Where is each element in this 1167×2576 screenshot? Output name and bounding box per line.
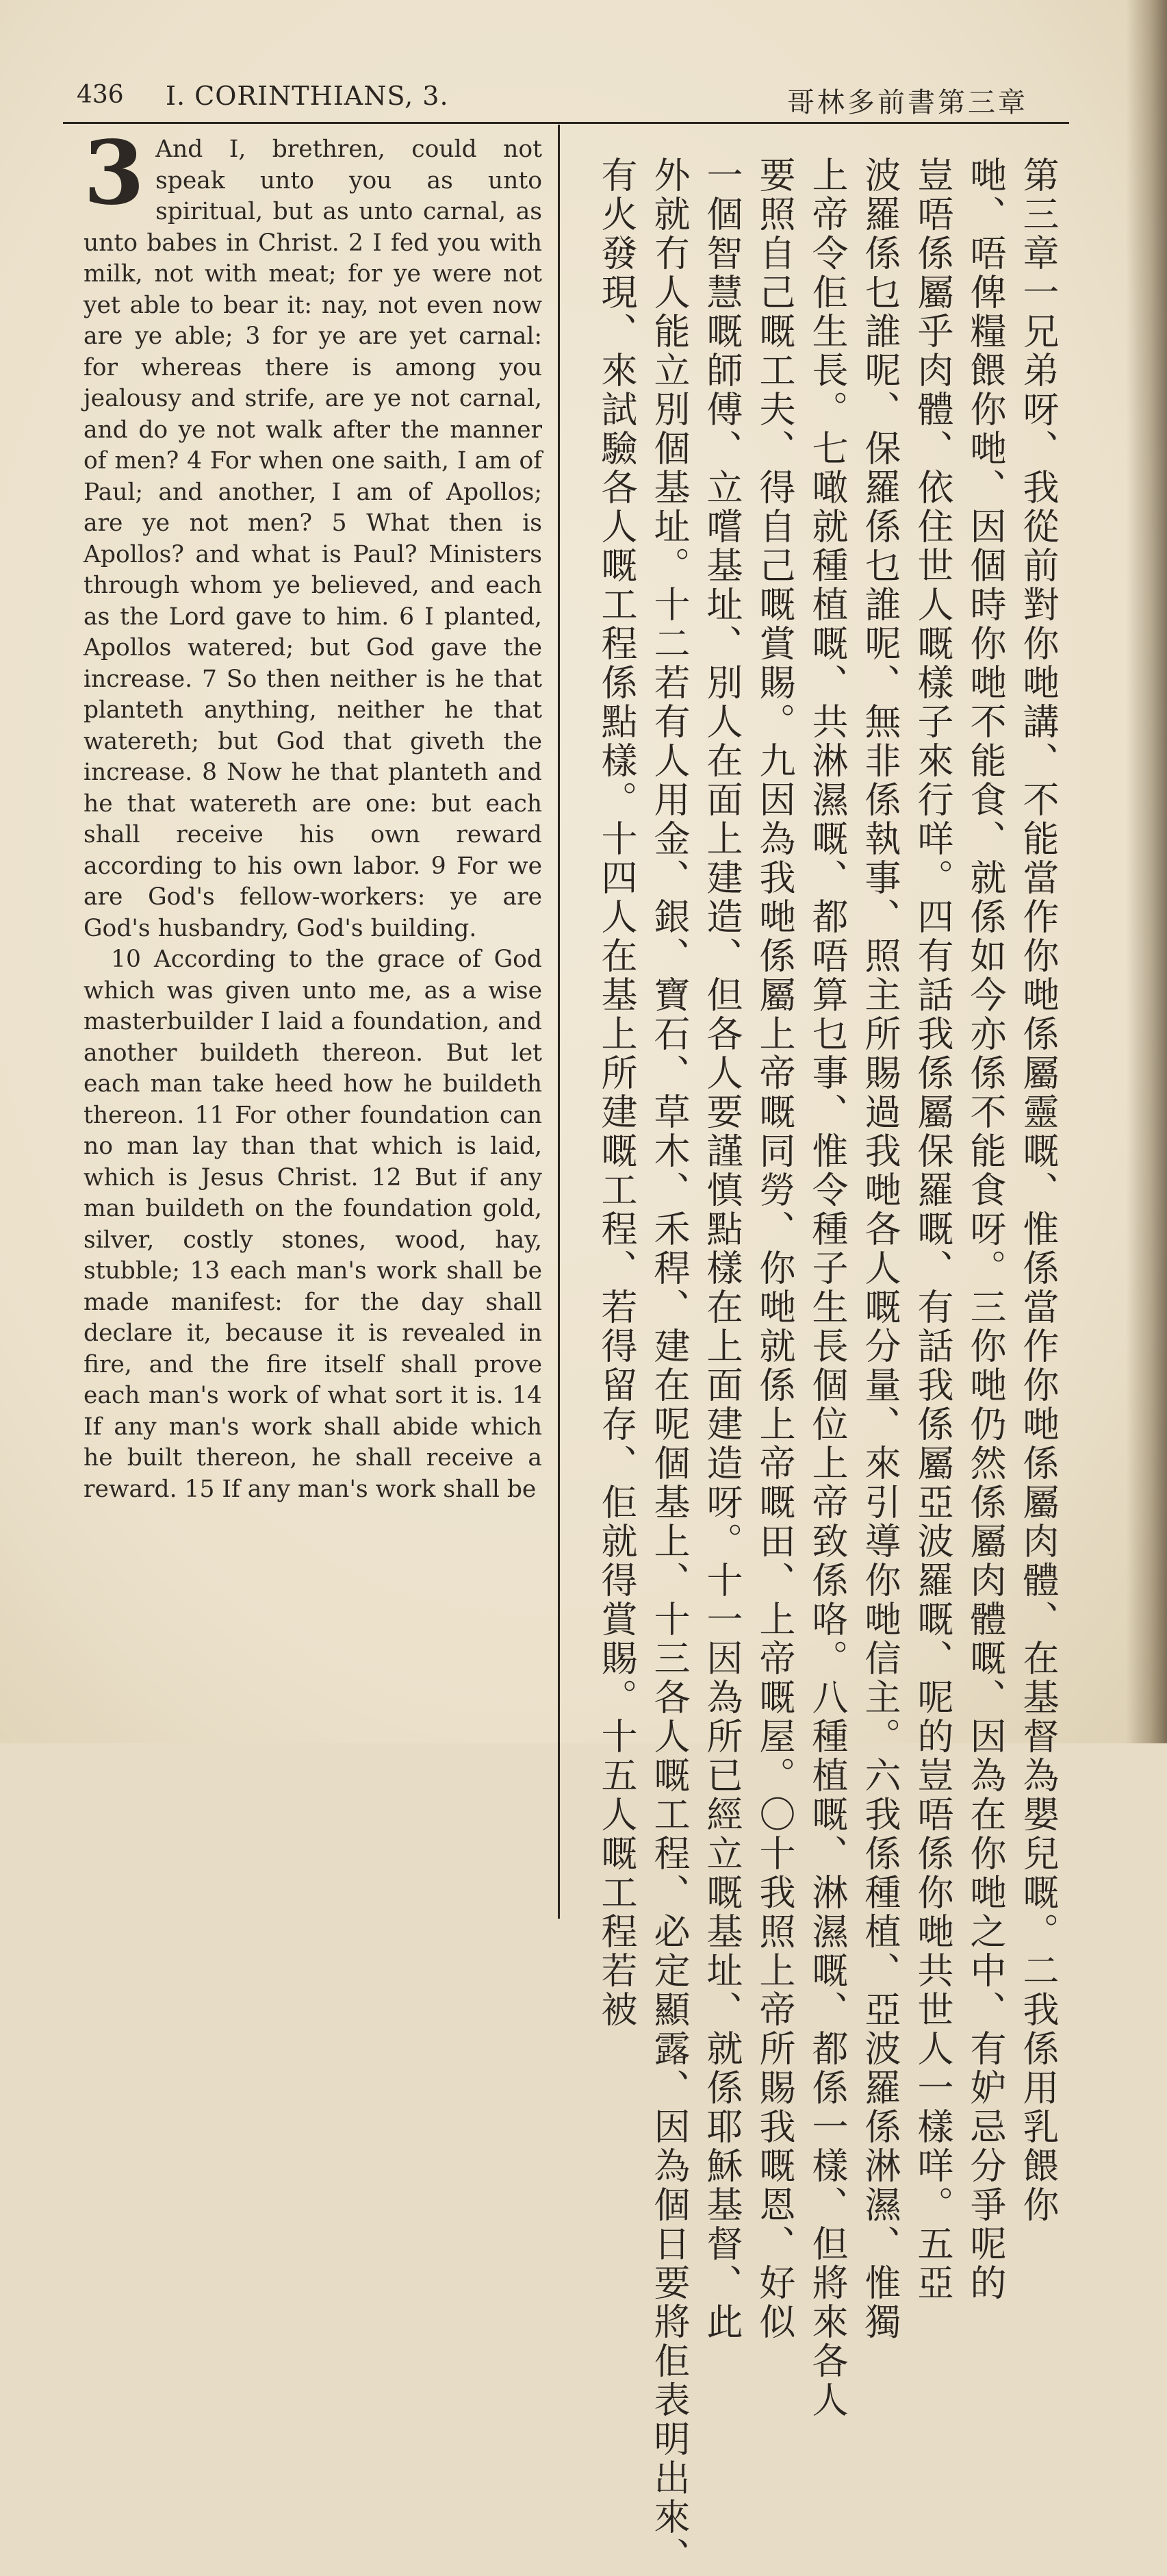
page-number: 436 <box>77 81 124 109</box>
book-title: I. CORINTHIANS, 3. <box>166 81 449 111</box>
chinese-column-1: 第三章一兄弟呀、我從前對你哋講、不能當作你哋係屬靈嘅、惟係當作你哋係屬肉體、在基督為嬰兒嘅。二我係用乳餵你 <box>1017 156 1059 2225</box>
chinese-column-5: 上帝令佢生長。七噉就種植嘅、共淋濕嘅、都唔算乜事、惟令種子生長個位上帝致係咯。八種植嘅、淋濕嘅、都係一樣、但將來各人 <box>806 156 848 2420</box>
chinese-column-9: 有火發現、來試驗各人嘅工程係點樣。十四人在基上所建嘅工程、若得留存、佢就得賞賜。十五人嘅工程若被 <box>595 156 637 2030</box>
chinese-running-title: 哥林多前書第三章 <box>787 87 1028 118</box>
chinese-column-3: 豈唔係屬乎肉體、依住世人嘅樣子來行咩。四有話我係屬保羅嘅、有話我係屬亞波羅嘅、呢的豈唔係你哋共世人一樣咩。五亞 <box>912 156 953 2303</box>
english-paragraph-2: 10 According to the grace of God which was given unto me, as a wise masterbuilder I laid a foundation, and another buildeth thereon. But let each man take heed how he buildeth thereon. 11 For other foundation can no man lay than that which is laid, which is Jesus Christ. 12 But if any man buildeth on the foundation gold, silver, costly stones, wood, hay, stubble; 13 each man's work shall be made manifest: for the day shall declare it, because it is revealed in fire, and the fire itself shall prove each man's work of what sort it is. 14 If any man's work shall abide which he built thereon, he shall receive a reward. 15 If any man's work shall be <box>84 946 542 1503</box>
spine-shadow <box>1126 0 1167 1743</box>
chapter-number: 3 <box>84 122 145 225</box>
chinese-column-8: 外就冇人能立別個基址。十二若有人用金、銀、寶石、草木、禾稈、建在呢個基上、十三各人嘅工程、必定顯露、因為個日要將佢表明出來、 <box>648 156 690 2576</box>
chinese-column-2: 哋、唔俾糧餵你哋、因個時你哋不能食、就係如今亦係不能食呀。三你哋仍然係屬肉體嘅、因為在你哋之中、有妒忌分爭呢的 <box>964 156 1006 2303</box>
chinese-column-4: 波羅係乜誰呢、保羅係乜誰呢、無非係執事、照主所賜過我哋各人嘅分量、來引導你哋信主。六我係種植、亞波羅係淋濕、惟獨 <box>859 156 901 2342</box>
chinese-text-column <box>582 156 1059 2576</box>
chinese-column-6: 要照自己嘅工夫、得自己嘅賞賜。九因為我哋係屬上帝嘅同勞、你哋就係上帝嘅田、上帝嘅屋。〇十我照上帝所賜我嘅恩、好似 <box>754 156 795 2342</box>
chinese-column-7: 一個智慧嘅師傅、立嚐基址、別人在面上建造、但各人要謹慎點樣在上面建造呀。十一因為所已經立嘅基址、就係耶穌基督、此 <box>701 156 743 2342</box>
english-paragraph-1: And I, brethren, could not speak unto you as unto spiritual, but as unto carnal, as unto babes in Christ. 2 I fed you with milk, not with meat; for ye were not yet able to bear it: nay, not even now are ye able; 3 for ye are yet carnal: for whereas there is among you jealousy and strife, are ye not carnal, and do ye not walk after the manner of men? 4 For when one saith, I am of Paul; and another, I am of Apollos; are ye not men? 5 What then is Apollos? and what is Paul? Ministers through whom ye believed, and each as the Lord gave to him. 6 I planted, Apollos watered; but God gave the increase. 7 So then neither is he that planteth anything, neither he that watereth; but God that giveth the increase. 8 Now he that planteth and he that watereth are one: but each shall receive his own reward according to his own labor. 9 For we are God's fellow-workers: ye are God's husbandry, God's building. <box>84 136 542 942</box>
running-header <box>63 74 1069 124</box>
english-text-column <box>84 122 542 1505</box>
column-divider <box>558 125 560 1919</box>
